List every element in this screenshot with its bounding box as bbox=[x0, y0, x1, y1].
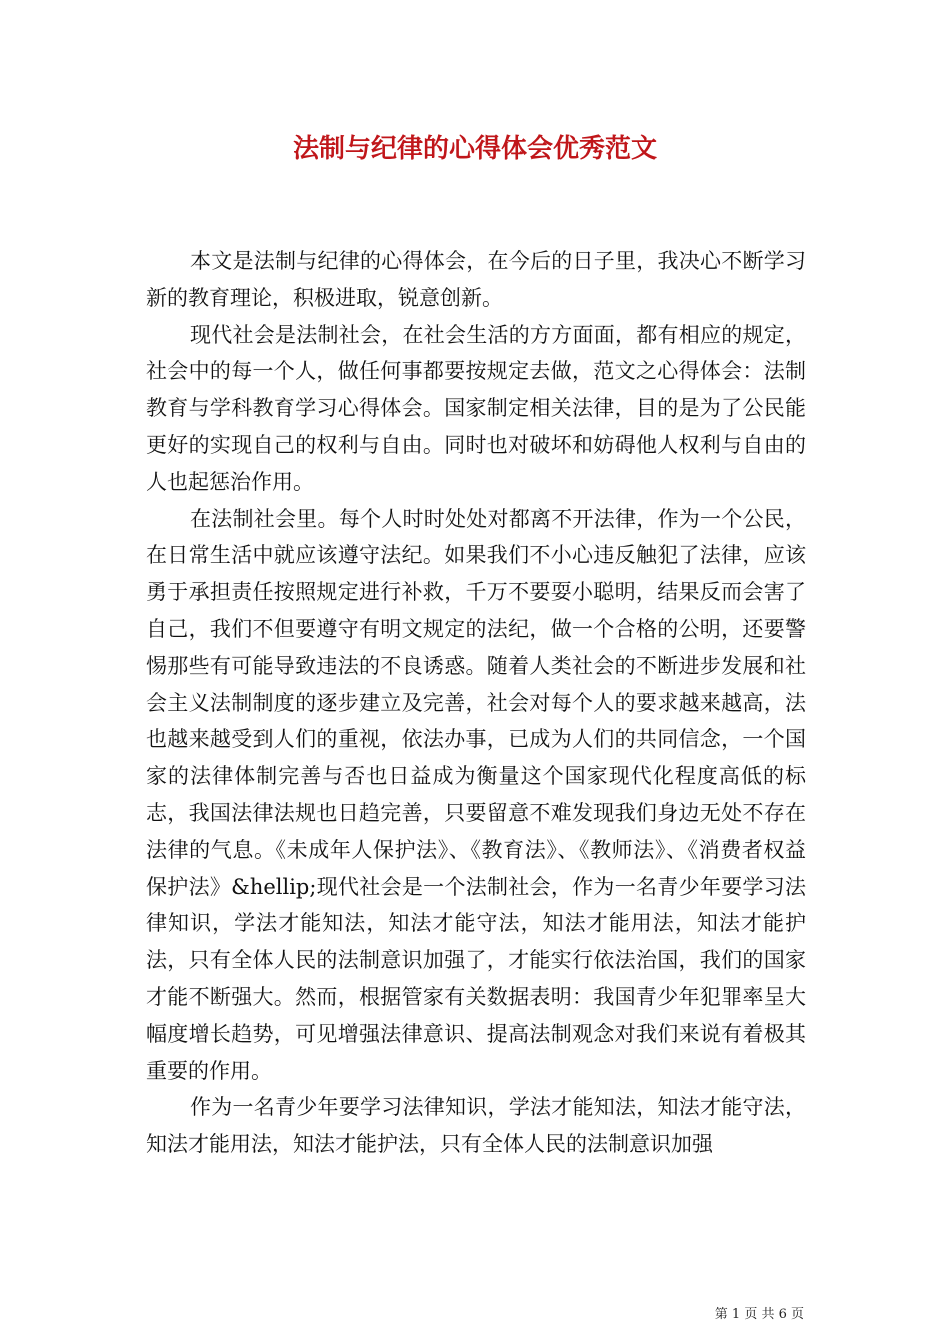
paragraph-1: 本文是法制与纪律的心得体会，在今后的日子里，我决心不断学习新的教育理论，积极进取，锐意创新。 bbox=[146, 249, 806, 310]
page-number-footer: 第 1 页 共 6 页 bbox=[714, 1307, 804, 1322]
paragraph-4: 作为一名青少年要学习法律知识，学法才能知法，知法才能守法，知法才能用法，知法才能护法，只有全体人民的法制意识加强 bbox=[146, 1095, 806, 1157]
document-title: 法制与纪律的心得体会优秀范文 bbox=[292, 134, 657, 164]
paragraph-3: 在法制社会里。每个人时时处处对都离不开法律，作为一个公民，在日常生活中就应该遵守法纪。如果我们不小心违反触犯了法律，应该勇于承担责任按照规定进行补救，千万不要耍小聪明，结果反而会害了自己，我们不但要遵守有明文规定的法纪，做一个合格的公明，还要警惕那些有可能导致违法的不良诱惑。随着人类社会的不断进步发展和社会主义法制制度的逐步建立及完善，社会对每个人的要求越来越高，法也越来越受到人们的重视，依法办事，已成为人们的共同信念，一个国家的法律体制完善与否也日益成为衡量这个国家现代化程度高低的标志，我国法律法规也日趋完善，只要留意不难发现我们身边无处不存在法律的气息。《未成年人保护法》、《教育法》、《教师法》、《消费者权益保护法》&hellip;现代社会是一个法制社会，作为一名青少年要学习法律知识，学法才能知法，知法才能守法，知法才能用法，知法才能护法，只有全体人民的法制意识加强了，才能实行依法治国，我们的国家才能不断强大。然而，根据管家有关数据表明：我国青少年犯罪率呈大幅度增长趋势，可见增强法律意识、提高法制观念对我们来说有着极其重要的作用。 bbox=[146, 506, 806, 1083]
document-body bbox=[146, 243, 806, 1163]
paragraph-2: 现代社会是法制社会，在社会生活的方方面面，都有相应的规定，社会中的每一个人，做任何事都要按规定去做，范文之心得体会：法制教育与学科教育学习心得体会。国家制定相关法律，目的是为了公民能更好的实现自己的权利与自由。同时也对破坏和妨碍他人权利与自由的人也起惩治作用。 bbox=[146, 322, 806, 494]
